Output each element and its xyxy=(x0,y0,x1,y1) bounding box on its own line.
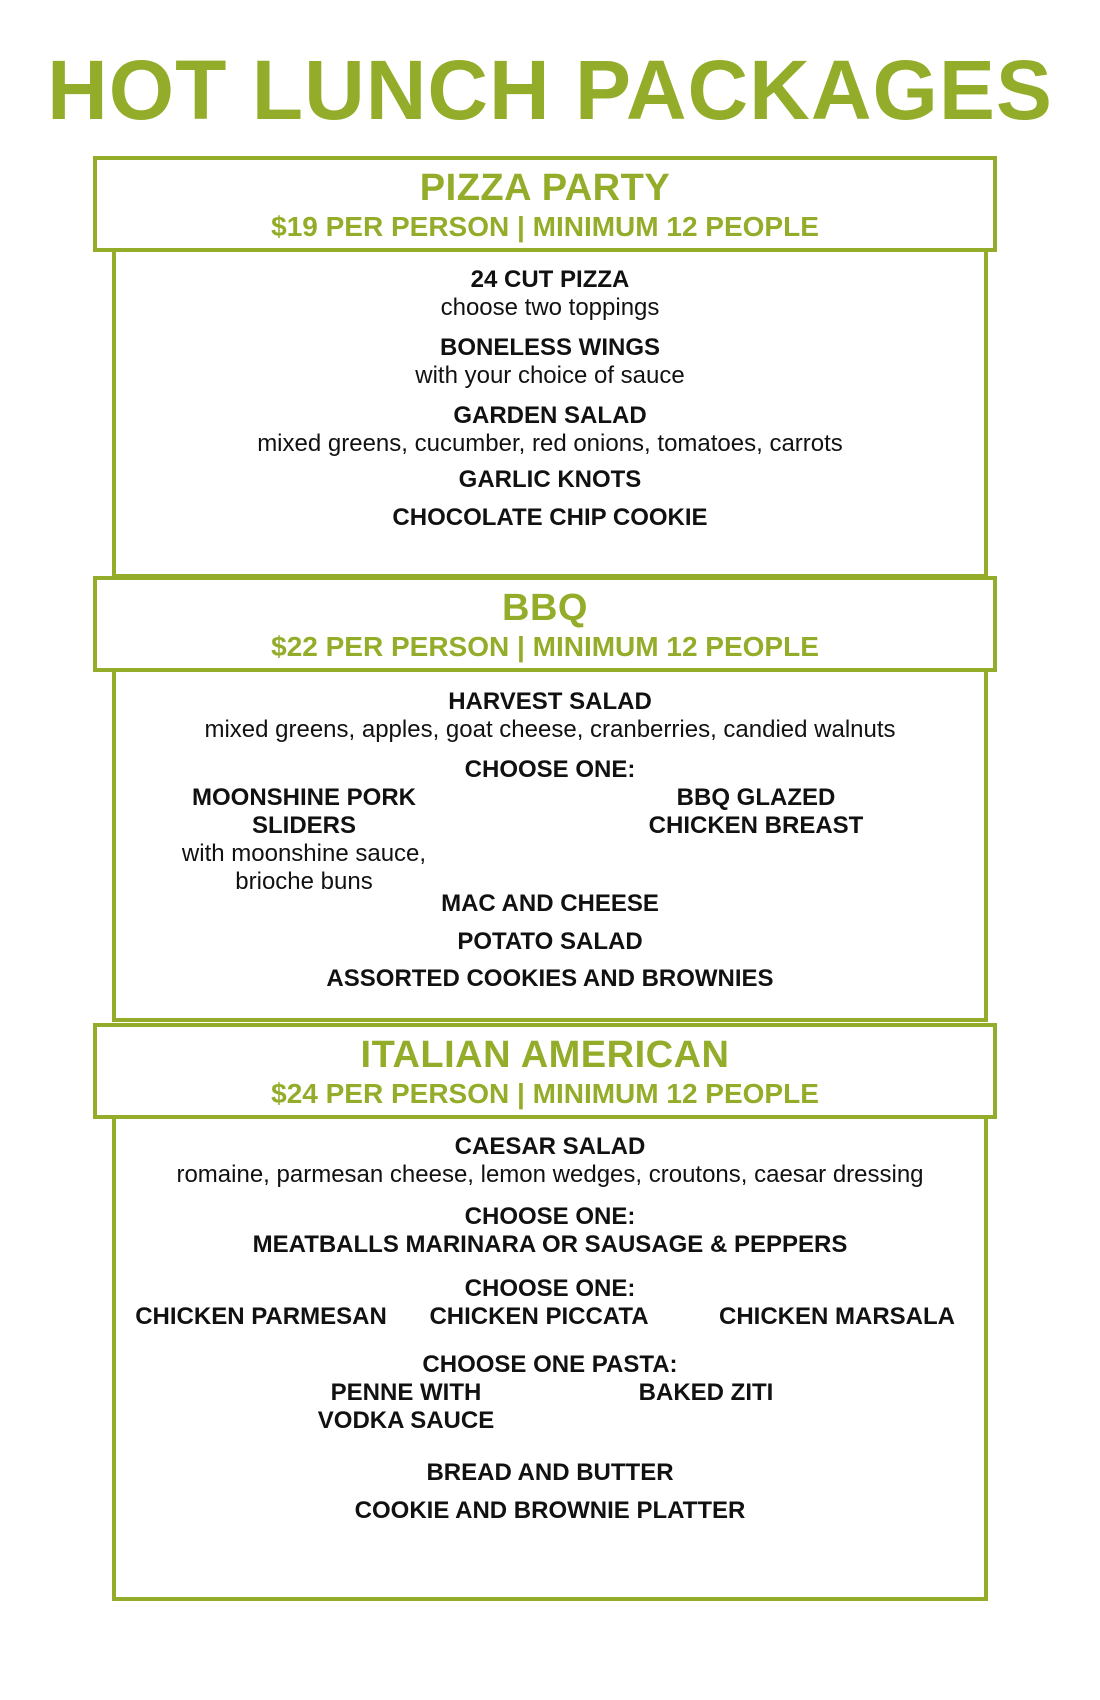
item-description: mixed greens, apples, goat cheese, cranberries, candied walnuts xyxy=(204,716,896,743)
menu-item xyxy=(116,334,984,390)
item-name: GARDEN SALAD xyxy=(453,402,647,429)
item-name: COOKIE AND BROWNIE PLATTER xyxy=(354,1497,746,1524)
item-name: BREAD AND BUTTER xyxy=(426,1459,674,1486)
menu-item xyxy=(116,1459,984,1487)
item-name: BONELESS WINGS xyxy=(439,334,661,361)
item-name: MOONSHINE PORK SLIDERS xyxy=(191,784,416,839)
package-header-pizza-party xyxy=(93,156,997,252)
menu-item xyxy=(116,688,984,744)
choice-options: MEATBALLS MARINARA OR SAUSAGE & PEPPERS xyxy=(252,1231,848,1258)
item-description: mixed greens, cucumber, red onions, tomatoes, carrots xyxy=(257,430,843,457)
option-chicken-parmesan: CHICKEN PARMESAN xyxy=(135,1303,387,1330)
item-name: CHICKEN BREAST xyxy=(648,812,864,839)
menu-item xyxy=(116,466,984,494)
menu-item xyxy=(116,402,984,458)
menu-item xyxy=(116,266,984,322)
package-body-italian-american xyxy=(112,1115,988,1601)
item-name: POTATO SALAD xyxy=(457,928,643,955)
choose-one-label: CHOOSE ONE: xyxy=(464,756,636,783)
package-body-bbq xyxy=(112,668,988,1022)
item-name: MAC AND CHEESE xyxy=(441,890,659,917)
page-title: HOT LUNCH PACKAGES xyxy=(47,43,1053,137)
menu-item xyxy=(116,1133,984,1189)
item-name: CHOCOLATE CHIP COOKIE xyxy=(392,504,708,531)
item-description: brioche buns xyxy=(235,868,373,895)
item-description: with your choice of sauce xyxy=(415,362,685,389)
package-body-pizza-party xyxy=(112,248,988,578)
option-penne-with-vodka-sauce: PENNE WITH VODKA SAUCE xyxy=(317,1379,495,1434)
item-name: CAESAR SALAD xyxy=(454,1133,646,1160)
item-description: with moonshine sauce, xyxy=(181,840,427,867)
choice-group xyxy=(116,1203,984,1259)
option-chicken-marsala: CHICKEN MARSALA xyxy=(719,1303,955,1330)
item-name: ASSORTED COOKIES AND BROWNIES xyxy=(326,965,774,992)
option-baked-ziti: BAKED ZITI xyxy=(638,1379,774,1406)
package-header-bbq xyxy=(93,576,997,672)
option-bbq-glazed-chicken-breast xyxy=(636,784,876,840)
item-name: GARLIC KNOTS xyxy=(458,466,642,493)
item-description: romaine, parmesan cheese, lemon wedges, croutons, caesar dressing xyxy=(176,1161,924,1188)
option-chicken-piccata: CHICKEN PICCATA xyxy=(429,1303,649,1330)
menu-item xyxy=(116,928,984,956)
choose-one-label: CHOOSE ONE: xyxy=(464,1275,636,1302)
package-name: PIZZA PARTY xyxy=(419,167,671,209)
menu-item xyxy=(116,504,984,532)
item-name: 24 CUT PIZZA xyxy=(470,266,630,293)
package-price: $24 PER PERSON | MINIMUM 12 PEOPLE xyxy=(271,1078,819,1109)
package-price: $22 PER PERSON | MINIMUM 12 PEOPLE xyxy=(271,631,819,662)
package-name: BBQ xyxy=(502,587,588,629)
package-name: ITALIAN AMERICAN xyxy=(360,1034,730,1076)
package-price: $19 PER PERSON | MINIMUM 12 PEOPLE xyxy=(271,211,819,242)
choose-one-pasta-label: CHOOSE ONE PASTA: xyxy=(422,1351,678,1378)
choose-one-label: CHOOSE ONE: xyxy=(464,1203,636,1230)
option-moonshine-pork-sliders xyxy=(154,784,454,896)
menu-item xyxy=(116,1497,984,1525)
menu-item xyxy=(116,890,984,918)
item-name: HARVEST SALAD xyxy=(448,688,652,715)
package-header-italian-american xyxy=(93,1023,997,1119)
menu-item xyxy=(116,965,984,993)
item-description: choose two toppings xyxy=(440,294,660,321)
item-name: BBQ GLAZED xyxy=(676,784,836,811)
